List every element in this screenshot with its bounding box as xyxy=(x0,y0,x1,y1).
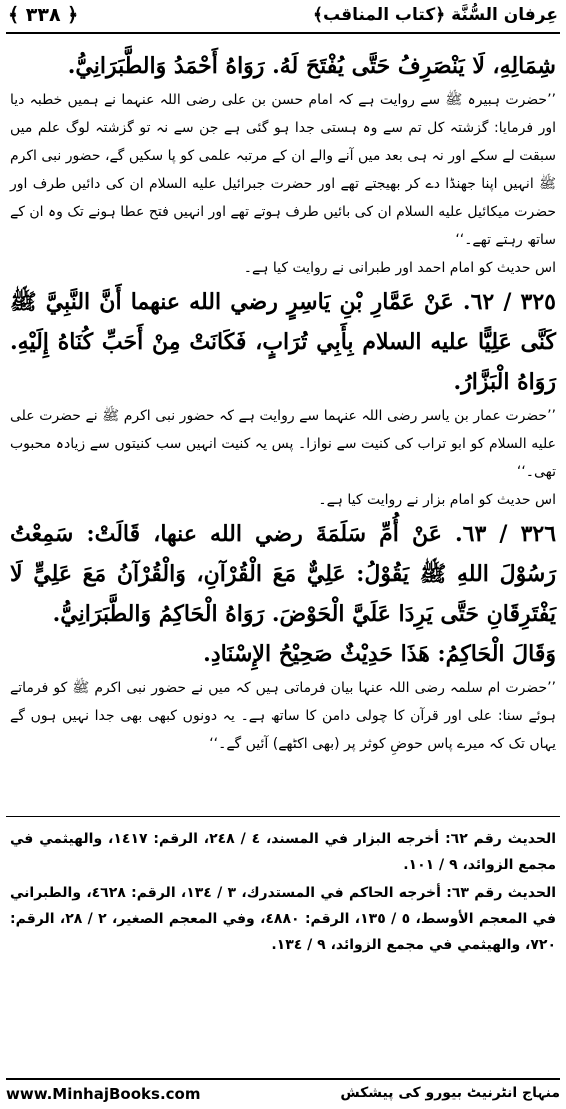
hadith-325-arabic: ٣٢٥ / ٦٢. عَنْ عَمَّارِ بْنِ يَاسِرٍ رضي الله عنهما أَنَّ النَّبِيَّ ﷺ كَنَّى عَلِيًّا عليه السلام بِأَبِي تُرَابٍ، فَكَانَتْ مِنْ أَحَبِّ كُنَاهُ إِلَيْهِ. رَوَاهُ الْبَزَّارُ. xyxy=(10,289,556,395)
footer-divider xyxy=(6,1078,560,1080)
footnote-62: الحديث رقم ٦٢: أخرجه البزار في المسند، ٤ / ٢٤٨، الرقم: ١٤١٧، والهيثمي في مجمع الزوائد، ٩ / ١٠١. xyxy=(10,831,556,873)
publisher-credit: منہاج انٹرنیٹ بیورو کی پیشکش xyxy=(340,1085,560,1101)
urdu-translation-2: ’’حضرت عمار بن یاسر رضی اللہ عنہما سے روایت ہے کہ حضور نبی اکرم ﷺ نے حضرت علی عليه السلام کو ابو تراب کی کنیت سے نوازا۔ پس یہ کنیت انہیں سب کنیتوں سے زیادہ محبوب تھی۔‘‘ xyxy=(10,408,556,480)
page-header xyxy=(6,4,560,28)
urdu-attribution-2: اس حدیث کو امام بزار نے روایت کیا ہے۔ xyxy=(318,492,556,508)
website-url: www.MinhajBooks.com xyxy=(6,1085,201,1103)
page-number: ﴾ ۳۳۸ ﴿ xyxy=(8,4,79,26)
urdu-translation-3: ’’حضرت ام سلمہ رضی اللہ عنہا بیان فرماتی ہیں کہ میں نے حضور نبی اکرم ﷺ کو فرماتے ہوئے سنا: علی اور قرآن کا چولی دامن کا ساتھ ہے۔ یہ دونوں کبھی بھی جدا نہیں ہوں گے یہاں تک کہ میرے پاس حوضِ کوثر پر (بھی اکٹھے) آئیں گے۔‘‘ xyxy=(10,680,556,752)
urdu-attribution-1: اس حدیث کو امام احمد اور طبرانی نے روایت کیا ہے۔ xyxy=(243,260,556,276)
page-footer xyxy=(6,1085,560,1105)
book-title: عِرفان السُّنَّة ﴿کتاب المناقب﴾ xyxy=(313,5,558,25)
hadith-326-arabic: ٣٢٦ / ٦٣. عَنْ أُمِّ سَلَمَةَ رضي الله عنها، قَالَتْ: سَمِعْتُ رَسُوْلَ اللهِ ﷺ يَقُوْلُ: عَلِيٌّ مَعَ الْقُرْآنِ، وَالْقُرْآنُ مَعَ عَلِيٍّ لَا يَفْتَرِقَانِ حَتَّى يَرِدَا عَلَيَّ الْحَوْضَ. رَوَاهُ الْحَاكِمُ وَالطَّبَرَانِيُّ. xyxy=(10,521,557,627)
footnote-divider xyxy=(6,816,560,817)
urdu-translation-1: ’’حضرت ہبیرہ ﷺ سے روایت ہے کہ امام حسن بن علی رضی اللہ عنہما نے ہمیں خطبہ دیا اور فرمایا: گزشتہ کل تم سے وہ ہستی جدا ہو گئی ہے جن سے نہ تو گزشتہ لوگ علم میں سبقت لے سکے اور نہ ہی بعد میں آنے والے ان کے مرتبہ علمی کو پا سکیں گے، حضور نبی اکرم ﷺ انہیں اپنا جھنڈا دے کر بھیجتے تھے اور حضرت جبرائیل عليه السلام ان کی دائیں طرف اور حضرت میکائیل عليه السلام ان کی بائیں طرف ہوتے تھے اور انہیں فتح عطا ہونے تک وہ ان کے ساتھ رہتے تھے۔‘‘ xyxy=(10,92,556,248)
footnotes xyxy=(10,826,556,960)
footnote-63: الحديث رقم ٦٣: أخرجه الحاكم في المستدرك، ٣ / ١٣٤، الرقم: ٤٦٢٨، والطبراني في المعجم الأوسط، ٥ / ١٣٥، الرقم: ٤٨٨٠، وفي المعجم الصغير، ٢ / ٢٨، الرقم: ٧٢٠، والهيثمي في مجمع الزوائد، ٩ / ١٣٤. xyxy=(10,885,556,953)
hakim-grading: وَقَالَ الْحَاكِمُ: هَذَا حَدِيْثٌ صَحِيْحُ الإِسْنَادِ. xyxy=(203,641,556,667)
page-body xyxy=(10,46,556,758)
arabic-text-continuation: شِمَالِهِ، لَا يَنْصَرِفُ حَتَّى يُفْتَحَ لَهُ. رَوَاهُ أَحْمَدُ وَالطَّبَرَانِيُّ. xyxy=(67,53,556,79)
header-divider xyxy=(6,32,560,34)
